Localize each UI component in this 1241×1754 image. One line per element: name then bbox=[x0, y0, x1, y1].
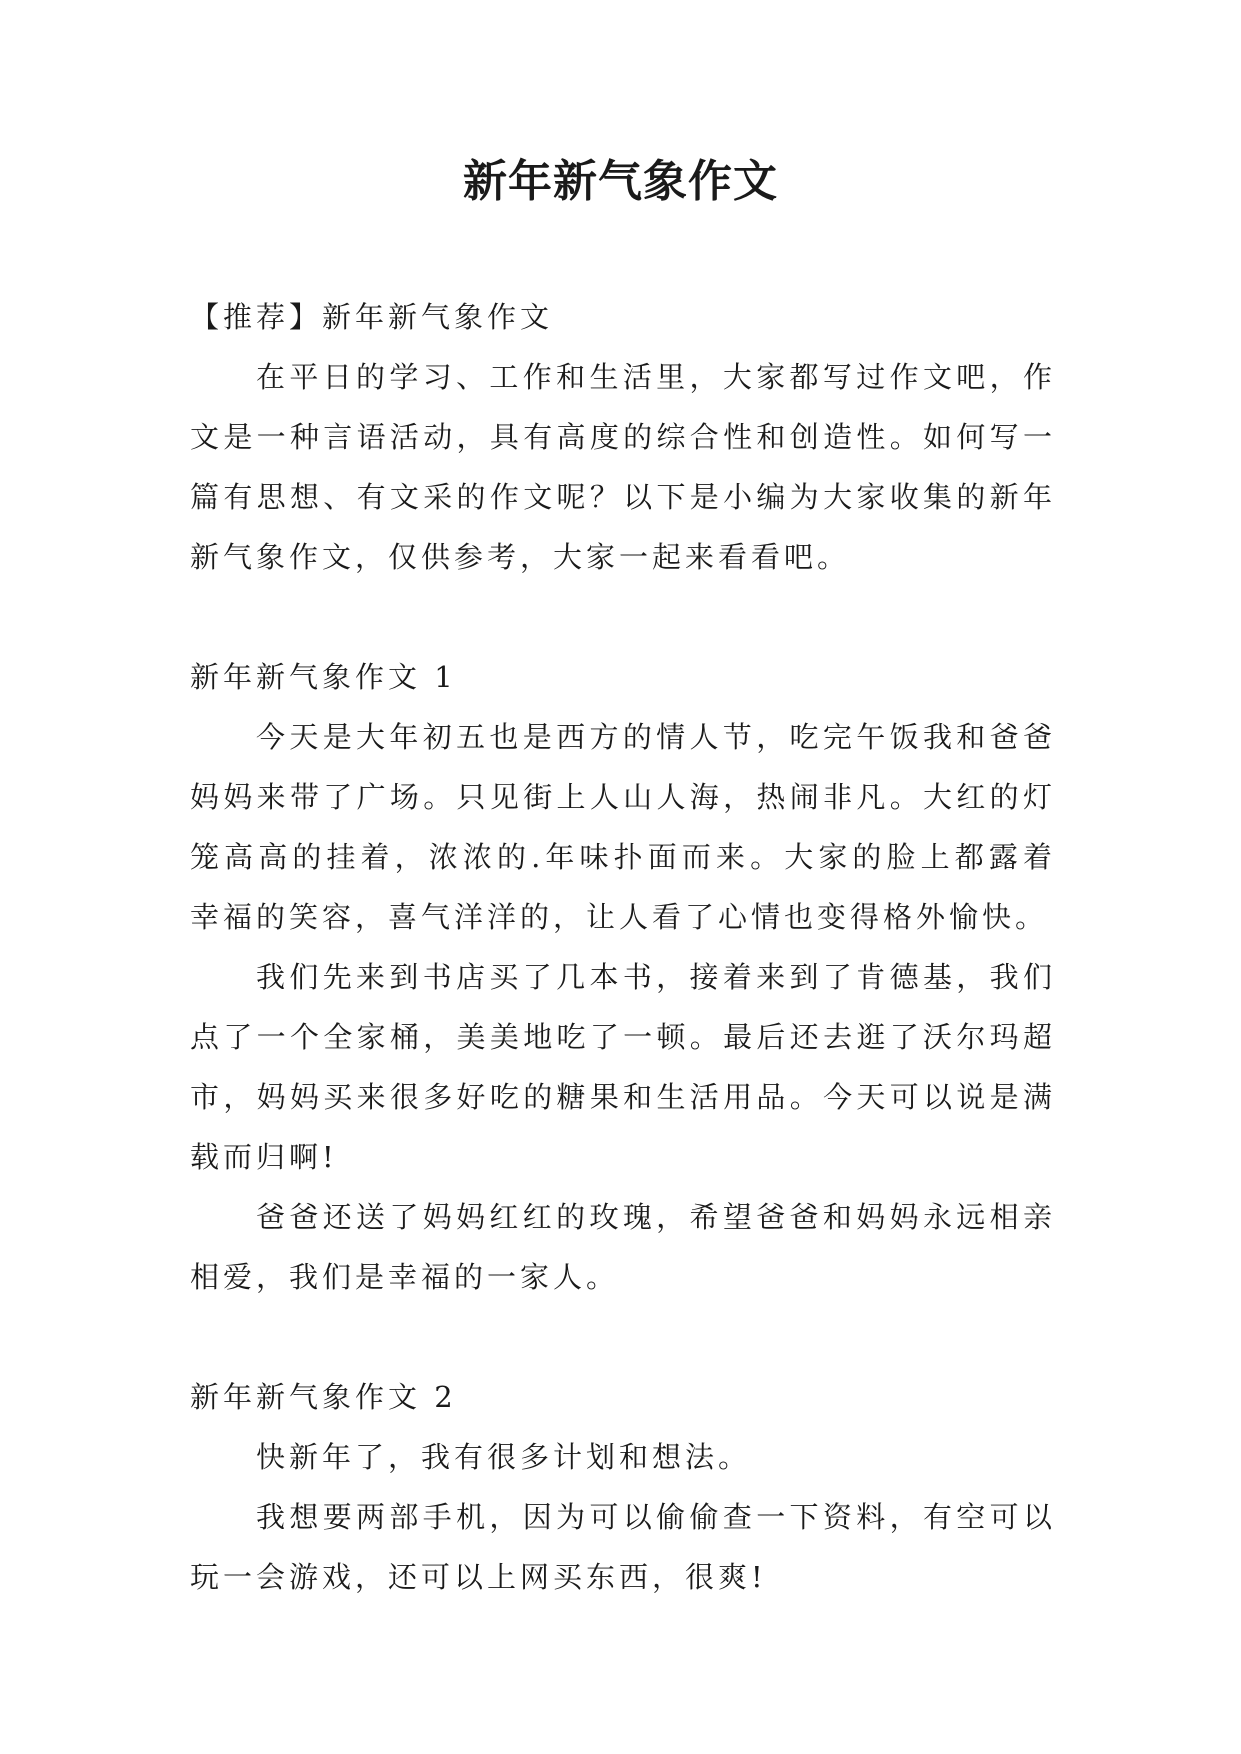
intro-heading: 【推荐】新年新气象作文 bbox=[190, 300, 554, 334]
section-1-paragraph-2: 我们先来到书店买了几本书，接着来到了肯德基，我们点了一个全家桶，美美地吃了一顿。最后还去逛了沃尔玛超市，妈妈买来很多好吃的糖果和生活用品。今天可以说是满载而归啊! bbox=[190, 960, 1056, 1174]
section-spacer bbox=[190, 1307, 1056, 1367]
document-body bbox=[190, 287, 1056, 1607]
document-title: 新年新气象作文 bbox=[463, 156, 778, 207]
section-1-paragraph-3: 爸爸还送了妈妈红红的玫瑰，希望爸爸和妈妈永远相亲相爱，我们是幸福的一家人。 bbox=[190, 1200, 1056, 1294]
section-2-heading: 新年新气象作文 2 bbox=[190, 1380, 457, 1414]
section-1-heading: 新年新气象作文 1 bbox=[190, 660, 457, 694]
section-2-paragraph-2: 我想要两部手机，因为可以偷偷查一下资料，有空可以玩一会游戏，还可以上网买东西，很爽! bbox=[190, 1500, 1056, 1594]
intro-paragraph: 在平日的学习、工作和生活里，大家都写过作文吧，作文是一种言语活动，具有高度的综合性和创造性。如何写一篇有思想、有文采的作文呢？以下是小编为大家收集的新年新气象作文，仅供参考，大家一起来看看吧。 bbox=[190, 360, 1056, 574]
section-1-paragraph-1: 今天是大年初五也是西方的情人节，吃完午饭我和爸爸妈妈来带了广场。只见街上人山人海，热闹非凡。大红的灯笼高高的挂着，浓浓的.年味扑面而来。大家的脸上都露着幸福的笑容，喜气洋洋的，让人看了心情也变得格外愉快。 bbox=[190, 720, 1056, 934]
section-spacer bbox=[190, 587, 1056, 647]
section-2-paragraph-1: 快新年了，我有很多计划和想法。 bbox=[256, 1440, 752, 1474]
